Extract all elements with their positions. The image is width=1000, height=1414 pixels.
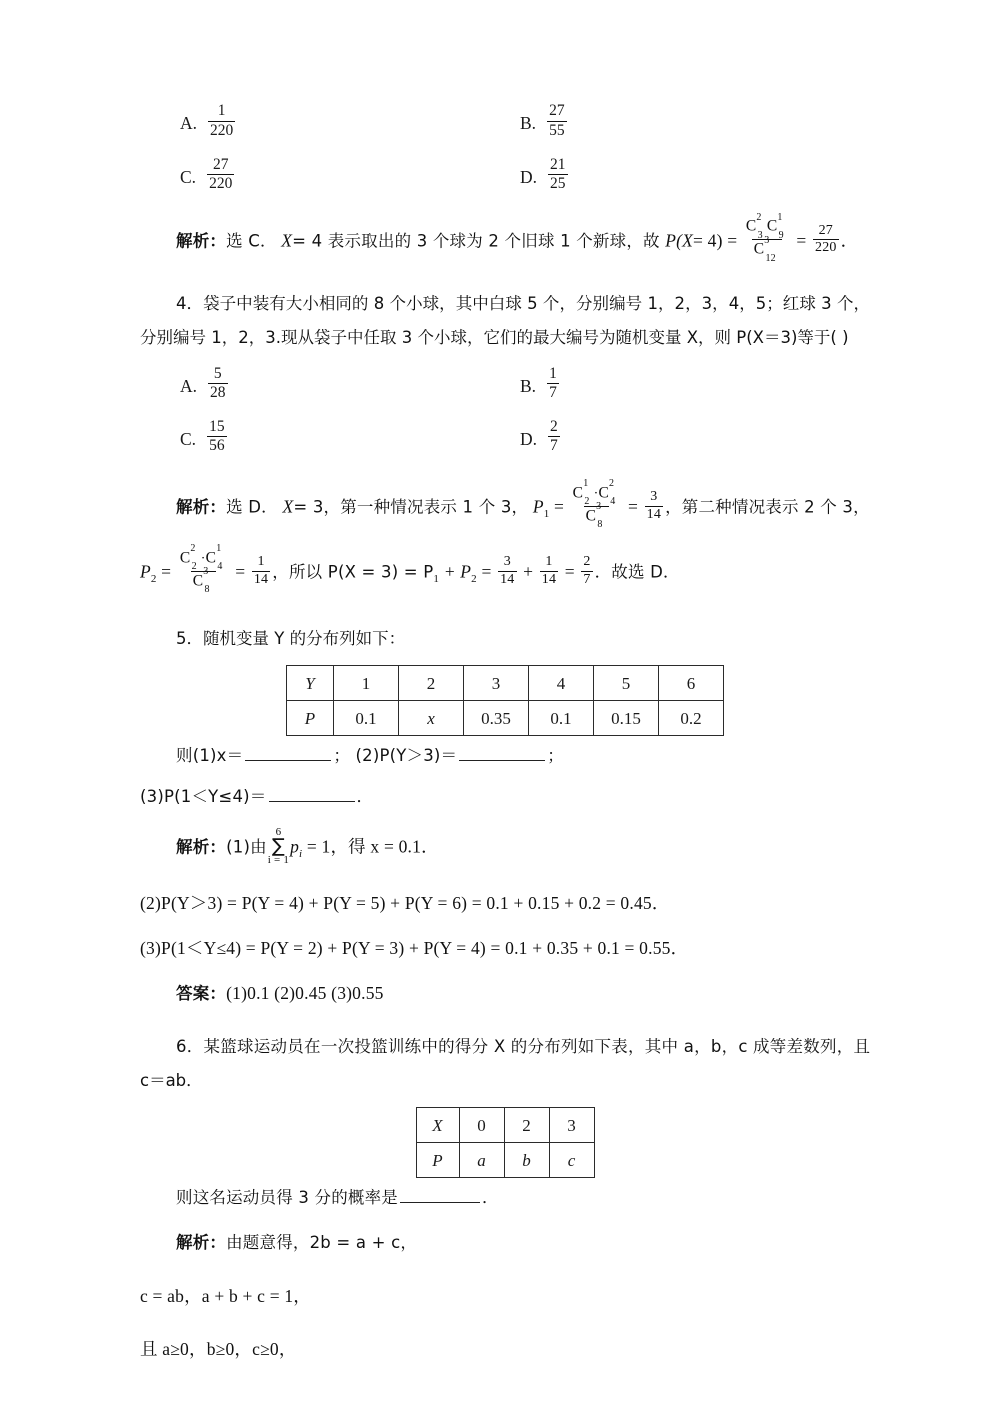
q4-option-d-numerator: 2 bbox=[550, 418, 558, 436]
q4-option-c-denominator: 56 bbox=[209, 437, 225, 455]
q4-option-d-label: D. bbox=[520, 429, 538, 450]
question-5 bbox=[140, 621, 870, 655]
q3-option-b-denominator: 55 bbox=[549, 121, 565, 139]
q3-solution-result-denominator: 220 bbox=[815, 240, 837, 256]
q3-solution-result-fraction bbox=[813, 224, 839, 256]
page-content bbox=[140, 100, 870, 1363]
q4-p1-result-denominator: 14 bbox=[646, 506, 662, 522]
q4-p1-equals-2: = bbox=[628, 496, 639, 517]
q4-solution-label: 解析： bbox=[176, 497, 227, 517]
q4-p2-combination-fraction bbox=[178, 543, 229, 596]
q5-row1-cell0: 0.1 bbox=[334, 701, 399, 736]
q5-row1-cell5: 0.2 bbox=[659, 701, 724, 736]
q5-distribution-table bbox=[286, 665, 724, 736]
question-4 bbox=[140, 286, 870, 354]
q4-p2-symbol: P bbox=[140, 561, 151, 582]
q4-option-b-label: B. bbox=[520, 375, 537, 396]
q5-row0-cell5: 6 bbox=[659, 666, 724, 701]
q4-solution-var: X bbox=[282, 496, 294, 517]
q6-row1-cell1: b bbox=[504, 1143, 549, 1178]
q4-p1-equals: = bbox=[554, 496, 565, 517]
q4-option-c-fraction bbox=[207, 419, 227, 455]
q5-answer-blank-3[interactable] bbox=[269, 785, 355, 803]
q5-solution-line-3: (3)P(1＜Y≤4) = P(Y = 2) + P(Y = 3) + P(Y = 4) = 0.1 + 0.35 + 0.1 = 0.55． bbox=[140, 937, 689, 958]
combination-c4-2: $C^2_4$ bbox=[598, 478, 616, 508]
q4-option-a-fraction bbox=[208, 366, 228, 402]
combination-c12-3: $C^3_{12}$ bbox=[753, 234, 776, 264]
q5-prompt-2-end: ． bbox=[356, 787, 374, 807]
q4-option-c-numerator: 15 bbox=[209, 418, 225, 436]
q5-prompt-line-1 bbox=[140, 742, 870, 769]
q5-answer-blank-1[interactable] bbox=[245, 744, 331, 762]
q4-p1-result-fraction bbox=[645, 490, 663, 522]
combination-c2-1: $C^1_2$ bbox=[572, 478, 590, 508]
q3-solution-var: X bbox=[281, 230, 293, 251]
summation-lower-limit: i = 1 bbox=[267, 854, 290, 867]
q3-solution-label: 解析： bbox=[176, 231, 227, 251]
q5-row0-cell3: 4 bbox=[529, 666, 594, 701]
q5-solution-part1-result: = 1，得 x = 0.1． bbox=[306, 836, 439, 857]
q4-solution-choice: 选 D． bbox=[226, 497, 278, 517]
q5-prompt-3-text: (3)P(1＜Y≤4)＝ bbox=[140, 787, 267, 807]
q5-prompt-2-text: ； (2)P(Y＞3)＝ bbox=[333, 746, 458, 766]
q4-sum-frac-1-den: 14 bbox=[500, 571, 515, 587]
combination-c8-3: $C^3_8$ bbox=[585, 501, 603, 531]
q4-sum-equals: = bbox=[481, 561, 492, 582]
q4-option-b-denominator: 7 bbox=[549, 383, 557, 401]
q3-solution-equals: = bbox=[796, 230, 807, 251]
q3-option-b[interactable] bbox=[510, 102, 850, 142]
q3-option-c-denominator: 220 bbox=[209, 175, 233, 193]
q4-option-a-label: A. bbox=[180, 375, 198, 396]
q4-sum-frac-2-num: 1 bbox=[545, 553, 553, 569]
q6-solution-text-1: 由题意得，2b = a + c， bbox=[226, 1233, 418, 1253]
q4-option-a[interactable] bbox=[140, 364, 510, 404]
q3-option-d-denominator: 25 bbox=[550, 175, 566, 193]
combination-c9-1: $C^1_9$ bbox=[766, 211, 784, 241]
q6-solution-line-1 bbox=[140, 1229, 870, 1256]
q3-options-row-1 bbox=[140, 102, 870, 142]
q4-option-d-denominator: 7 bbox=[550, 437, 558, 455]
q4-option-b[interactable] bbox=[510, 364, 850, 404]
q5-solution-part1-prefix: (1)由 bbox=[226, 837, 267, 857]
q5-solution-line-1 bbox=[140, 825, 870, 868]
q4-p2-denominator bbox=[191, 566, 216, 596]
q3-option-a-numerator: 1 bbox=[217, 102, 226, 120]
q4-p2-ref-sub: 2 bbox=[471, 573, 477, 586]
q4-options-row-2 bbox=[140, 418, 870, 458]
q5-row0-cell1: 2 bbox=[399, 666, 464, 701]
q4-option-b-numerator: 1 bbox=[549, 364, 557, 382]
q4-p2-subscript: 2 bbox=[150, 573, 157, 586]
table-row bbox=[416, 1108, 594, 1143]
q3-option-c[interactable] bbox=[140, 155, 510, 196]
q4-solution-case2-text: ，第二种情况表示 2 个 3， bbox=[665, 497, 870, 517]
q4-p2-equals: = bbox=[161, 561, 172, 582]
q4-sum-frac-2 bbox=[540, 555, 558, 587]
q4-p2-result-numerator: 1 bbox=[257, 553, 265, 569]
q4-p2-numerator: $C^2_2\cdot C^1_4$ bbox=[178, 550, 229, 571]
q6-row0-cell2: 3 bbox=[549, 1108, 594, 1143]
q4-sum-frac-1 bbox=[498, 555, 516, 587]
q3-option-c-numerator: 27 bbox=[212, 155, 229, 173]
combination-c2-2: $C^2_2$ bbox=[179, 543, 197, 573]
q3-solution-denominator bbox=[752, 234, 782, 264]
q4-sum-equals-2: = bbox=[564, 561, 575, 582]
q4-option-c[interactable] bbox=[140, 418, 510, 458]
sigma-icon: ∑ bbox=[271, 835, 285, 858]
q4-plus-p2: + P bbox=[443, 561, 472, 582]
q4-p1-numerator: $C^1_2\cdot C^2_4$ bbox=[571, 485, 622, 506]
q6-row0-header: X bbox=[416, 1108, 459, 1143]
q4-p1-combination-fraction bbox=[571, 478, 622, 531]
q4-p2-equals-2: = bbox=[235, 561, 246, 582]
question-5-text: 随机变量 Y 的分布列如下： bbox=[203, 629, 406, 649]
q3-option-a-denominator: 220 bbox=[210, 121, 234, 139]
q5-row1-cell2: 0.35 bbox=[464, 701, 529, 736]
question-6 bbox=[140, 1029, 870, 1097]
q3-solution-result-numerator: 27 bbox=[818, 222, 833, 238]
q4-option-a-numerator: 5 bbox=[213, 364, 222, 382]
q4-options-row-1 bbox=[140, 364, 870, 404]
q4-option-c-label: C. bbox=[180, 429, 197, 450]
q5-solution-line-2: (2)P(Y＞3) = P(Y = 4) + P(Y = 5) + P(Y = 6) = 0.1 + 0.15 + 0.2 = 0.45． bbox=[140, 892, 670, 913]
question-4-text: 袋子中装有大小相同的 8 个小球，其中白球 5 个，分别编号 1，2，3，4，5；红球 3 个，分别编号 1，2，3.现从袋子中任取 3 个小球，它们的最大编号为随机变量 X，则 P(X＝3)等于( ) bbox=[140, 293, 870, 348]
q5-row1-header: P bbox=[287, 701, 334, 736]
q5-row0-cell0: 1 bbox=[334, 666, 399, 701]
table-row bbox=[287, 701, 724, 736]
q4-option-b-fraction bbox=[547, 366, 559, 402]
q5-distribution-table-wrap bbox=[140, 665, 870, 736]
q6-row1-cell0: a bbox=[459, 1143, 504, 1178]
q4-sum-frac-3-den: 7 bbox=[583, 571, 591, 587]
q6-answer-blank[interactable] bbox=[400, 1186, 480, 1204]
q3-solution-choice: 选 C． bbox=[226, 231, 277, 251]
q4-sum-frac-2-den: 14 bbox=[541, 571, 557, 587]
q4-p1-denominator bbox=[584, 501, 609, 531]
combination-c3-2: $C^2_3$ bbox=[745, 211, 763, 241]
q5-row1-cell3: 0.1 bbox=[529, 701, 594, 736]
q5-summand: p bbox=[290, 836, 300, 857]
q6-prompt-text: 则这名运动员得 3 分的概率是 bbox=[176, 1188, 398, 1208]
q3-option-b-label: B. bbox=[520, 113, 537, 134]
q5-answer-line bbox=[140, 980, 870, 1007]
q3-option-b-numerator: 27 bbox=[549, 102, 565, 120]
q4-p1-ref-sub: 1 bbox=[433, 573, 440, 586]
q3-solution-prob-symbol: P(X bbox=[665, 230, 693, 251]
q4-p1-subscript: 1 bbox=[543, 508, 550, 521]
combination-c8-3-b: $C^3_8$ bbox=[192, 566, 210, 596]
summation-symbol bbox=[268, 827, 289, 866]
q3-option-c-label: C. bbox=[180, 166, 197, 187]
q3-solution bbox=[140, 211, 870, 264]
q3-option-a-fraction bbox=[208, 103, 235, 139]
q3-option-a-label: A. bbox=[180, 113, 198, 134]
q4-sum-frac-3 bbox=[581, 555, 592, 587]
q4-p1-symbol: P bbox=[532, 496, 544, 517]
q6-prompt-end: ． bbox=[482, 1188, 499, 1208]
question-6-number: 6． bbox=[176, 1036, 204, 1056]
q6-solution-line-3: 且 a≥0，b≥0，c≥0， bbox=[140, 1338, 297, 1359]
summation-upper-limit: 6 bbox=[275, 825, 282, 838]
q5-answer-label: 答案： bbox=[176, 983, 227, 1003]
q4-sum-frac-1-num: 3 bbox=[503, 553, 511, 569]
q5-prompt-1-text: 则(1)x＝ bbox=[176, 746, 244, 766]
q4-sum-plus: + bbox=[523, 561, 534, 582]
q4-p2-result-denominator: 14 bbox=[253, 571, 269, 587]
q5-row0-cell2: 3 bbox=[464, 666, 529, 701]
q4-solution-line-1 bbox=[140, 478, 870, 531]
q6-row0-cell1: 2 bbox=[504, 1108, 549, 1143]
q6-row0-cell0: 0 bbox=[459, 1108, 504, 1143]
q6-solution-line-2: c = ab，a + b + c = 1， bbox=[140, 1285, 311, 1306]
q6-prompt-line bbox=[140, 1184, 870, 1211]
q3-option-d-fraction bbox=[548, 157, 568, 193]
q4-p2-middle-text: ，所以 P(X = 3) = P bbox=[272, 562, 434, 582]
q5-row0-header: Y bbox=[287, 666, 334, 701]
q4-p2-result-fraction bbox=[252, 555, 270, 587]
q4-solution-case1-text: = 3，第一种情况表示 1 个 3， bbox=[293, 497, 529, 517]
table-row bbox=[416, 1143, 594, 1178]
question-6-text: 某篮球运动员在一次投篮训练中的得分 X 的分布列如下表，其中 a，b，c 成等差数列，且 c＝ab． bbox=[140, 1036, 870, 1091]
q3-option-d-label: D. bbox=[520, 166, 538, 187]
q4-p1-result-numerator: 3 bbox=[650, 489, 658, 505]
q4-option-a-denominator: 28 bbox=[210, 383, 226, 401]
q5-answer-values: (1)0.1 (2)0.45 (3)0.55 bbox=[226, 982, 384, 1003]
q4-solution-end: ．故选 D． bbox=[594, 562, 680, 582]
q3-solution-text: = 4 表示取出的 3 个球为 2 个旧球 1 个新球，故 bbox=[292, 231, 666, 251]
q3-option-d[interactable] bbox=[510, 155, 850, 196]
q4-option-d[interactable] bbox=[510, 418, 850, 458]
q6-row1-header: P bbox=[416, 1143, 459, 1178]
q3-options-row-2 bbox=[140, 155, 870, 196]
table-row bbox=[287, 666, 724, 701]
question-5-number: 5． bbox=[176, 629, 203, 649]
q5-answer-blank-2[interactable] bbox=[459, 744, 545, 762]
q4-option-d-fraction bbox=[548, 419, 560, 455]
q5-prompt-1-end: ； bbox=[547, 746, 564, 766]
q3-solution-prob-arg: = 4) = bbox=[693, 230, 738, 251]
q5-prompt-line-2 bbox=[140, 783, 870, 810]
q5-row1-cell4: 0.15 bbox=[594, 701, 659, 736]
q6-distribution-table-wrap bbox=[140, 1107, 870, 1178]
q3-solution-period: ． bbox=[840, 230, 859, 251]
q3-solution-combination-fraction bbox=[744, 211, 790, 264]
q6-distribution-table bbox=[416, 1107, 595, 1178]
q4-sum-frac-3-num: 2 bbox=[583, 553, 591, 569]
q3-option-b-fraction bbox=[547, 103, 567, 139]
q6-solution-label: 解析： bbox=[176, 1233, 227, 1253]
q5-summand-index: i bbox=[299, 847, 303, 860]
combination-c4-1: $C^1_4$ bbox=[205, 543, 223, 573]
q6-row1-cell2: c bbox=[549, 1143, 594, 1178]
q4-solution-line-2 bbox=[140, 543, 870, 596]
q3-option-a[interactable] bbox=[140, 102, 510, 142]
q5-row1-cell1: x bbox=[399, 701, 464, 736]
q5-row0-cell4: 5 bbox=[594, 666, 659, 701]
question-4-number: 4． bbox=[176, 293, 204, 313]
q3-option-d-numerator: 21 bbox=[550, 155, 566, 173]
q3-option-c-fraction bbox=[207, 157, 234, 193]
q5-solution-label: 解析： bbox=[176, 837, 227, 857]
